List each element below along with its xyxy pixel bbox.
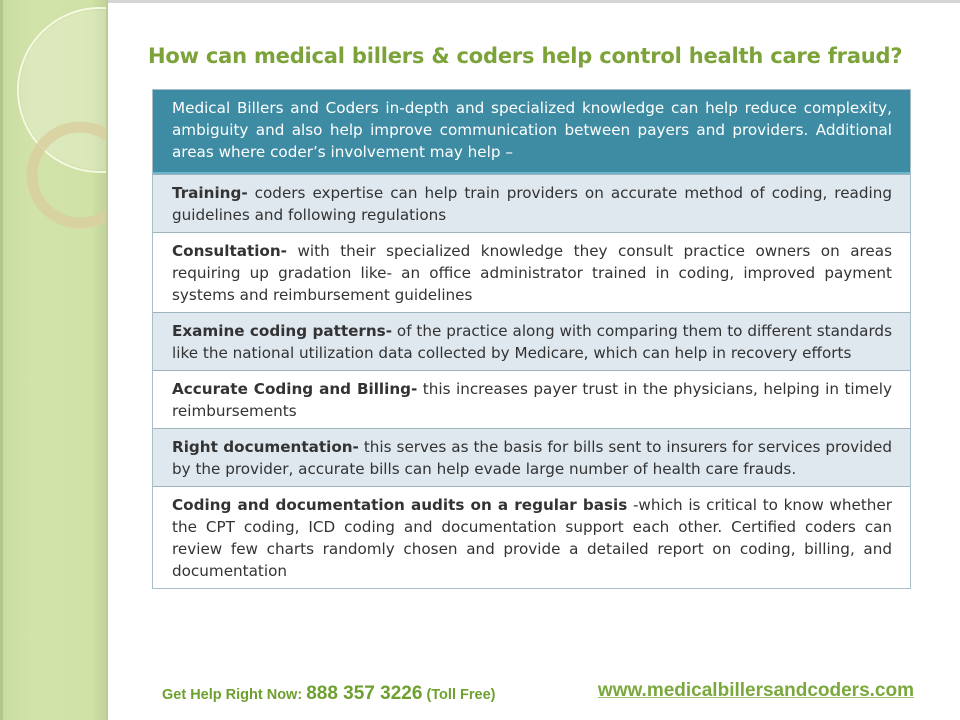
item-text: of the practice along with comparing them to different standards like the national utilization data collected by Medicare, which can help in recovery efforts bbox=[172, 322, 892, 362]
list-item-right-documentation bbox=[153, 428, 910, 486]
website-link[interactable]: www.medicalbillersandcoders.com bbox=[597, 680, 914, 701]
item-heading: Consultation- bbox=[172, 242, 287, 260]
intro-row: Medical Billers and Coders in-depth and specialized knowledge can help reduce complexity, ambiguity and also help improve communication between payers and providers. Additional areas where coder’s involvement may help – bbox=[153, 90, 910, 174]
decorative-sidebar bbox=[0, 0, 108, 720]
slide-title: How can medical billers & coders help control health care fraud? bbox=[148, 44, 903, 68]
list-item-audits bbox=[153, 486, 910, 588]
item-heading: Accurate Coding and Billing- bbox=[172, 380, 418, 398]
phone-number[interactable]: 888 357 3226 bbox=[306, 683, 423, 704]
decorative-rings-icon bbox=[0, 0, 106, 300]
item-heading: Examine coding patterns- bbox=[172, 322, 393, 340]
item-heading: Training- bbox=[172, 184, 248, 202]
item-heading: Coding and documentation audits on a regular basis bbox=[172, 496, 628, 514]
item-text: -which is critical to know whether the CPT coding, ICD coding and documentation support each other. Certified coders can review few charts randomly chosen and provide a detailed report on coding, billing, and documentation bbox=[172, 496, 892, 580]
toll-free-note: (Toll Free) bbox=[422, 687, 496, 703]
item-text: this serves as the basis for bills sent to insurers for services provided by the provider, accurate bills can help evade large number of health care frauds. bbox=[172, 438, 893, 478]
top-border bbox=[0, 0, 960, 3]
footer-contact bbox=[162, 683, 495, 705]
list-item-accurate-coding-billing bbox=[153, 370, 910, 428]
item-heading: Right documentation- bbox=[172, 438, 359, 456]
list-item-consultation bbox=[153, 232, 910, 312]
item-text: with their specialized knowledge they consult practice owners on areas requiring up gradation like- an office administrator trained in coding, improved payment systems and reimbursement guidelines bbox=[172, 242, 892, 304]
footer-label: Get Help Right Now: bbox=[162, 687, 307, 703]
item-text: this increases payer trust in the physicians, helping in timely reimbursements bbox=[172, 380, 892, 420]
content-table bbox=[152, 89, 911, 589]
list-item-training bbox=[153, 174, 910, 232]
list-item-examine-coding-patterns bbox=[153, 312, 910, 370]
item-text: coders expertise can help train providers on accurate method of coding, reading guidelines and following regulations bbox=[172, 184, 892, 224]
footer bbox=[162, 680, 914, 706]
